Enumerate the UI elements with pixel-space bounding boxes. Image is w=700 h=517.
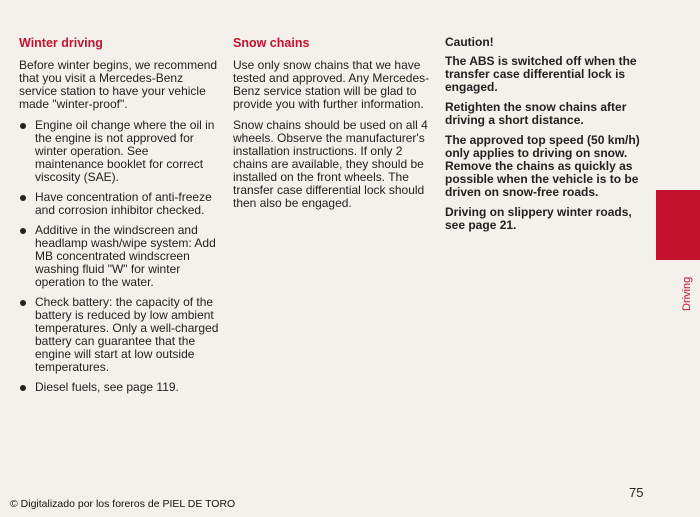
section-tab-label: Driving	[681, 276, 693, 311]
snow-chains-paragraph-1: Use only snow chains that we have tested and approved. Any Mercedes-Benz service station will be glad to provide you with further information.	[233, 58, 430, 111]
page-number: 75	[629, 485, 644, 500]
list-item: Additive in the windscreen and headlamp wash/wipe system: Add MB concentrated windscreen washing fluid "W" for winter operation to the water.	[19, 224, 219, 289]
bullet-icon	[20, 385, 26, 391]
list-item: Have concentration of anti-freeze and corrosion inhibitor checked.	[19, 191, 219, 217]
list-item: Engine oil change where the oil in the engine is not approved for winter operation. See maintenance booklet for correct viscosity (SAE).	[19, 119, 219, 184]
snow-chains-column	[233, 36, 433, 218]
caution-heading: Caution!	[445, 35, 494, 49]
winter-driving-column	[19, 36, 219, 401]
bullet-icon	[20, 300, 26, 306]
winter-driving-list	[19, 119, 219, 394]
bullet-icon	[20, 123, 26, 129]
snow-chains-paragraph-2: Snow chains should be used on all 4 wheels. Observe the manufacturer's installation instructions. If only 2 chains are available, they should be installed on the front wheels. The transfer case differential lock should then also be engaged.	[233, 118, 428, 210]
caution-column	[445, 36, 650, 239]
footer-credit: © Digitalizado por los foreros de PIEL DE TORO	[10, 498, 236, 510]
winter-driving-heading: Winter driving	[19, 36, 103, 50]
list-item: Diesel fuels, see page 119.	[19, 381, 219, 394]
bullet-icon	[20, 228, 26, 234]
caution-paragraph-2: Retighten the snow chains after driving a short distance.	[445, 100, 627, 127]
bullet-icon	[20, 195, 26, 201]
caution-paragraph-3: The approved top speed (50 km/h) only applies to driving on snow. Remove the chains as quickly as possible when the vehicle is to be driven on snow-free roads.	[445, 133, 640, 199]
list-item: Check battery: the capacity of the battery is reduced by low ambient temperatures. Only a well-charged battery can guarantee that the engine will start at low outside temperatures.	[19, 296, 219, 374]
caution-paragraph-1: The ABS is switched off when the transfer case differential lock is engaged.	[445, 54, 637, 94]
winter-driving-intro: Before winter begins, we recommend that you visit a Mercedes-Benz service station to have your vehicle made "winter-proof".	[19, 58, 218, 111]
caution-paragraph-4: Driving on slippery winter roads, see page 21.	[445, 205, 632, 232]
section-tab-marker	[656, 190, 700, 260]
snow-chains-heading: Snow chains	[233, 36, 310, 50]
